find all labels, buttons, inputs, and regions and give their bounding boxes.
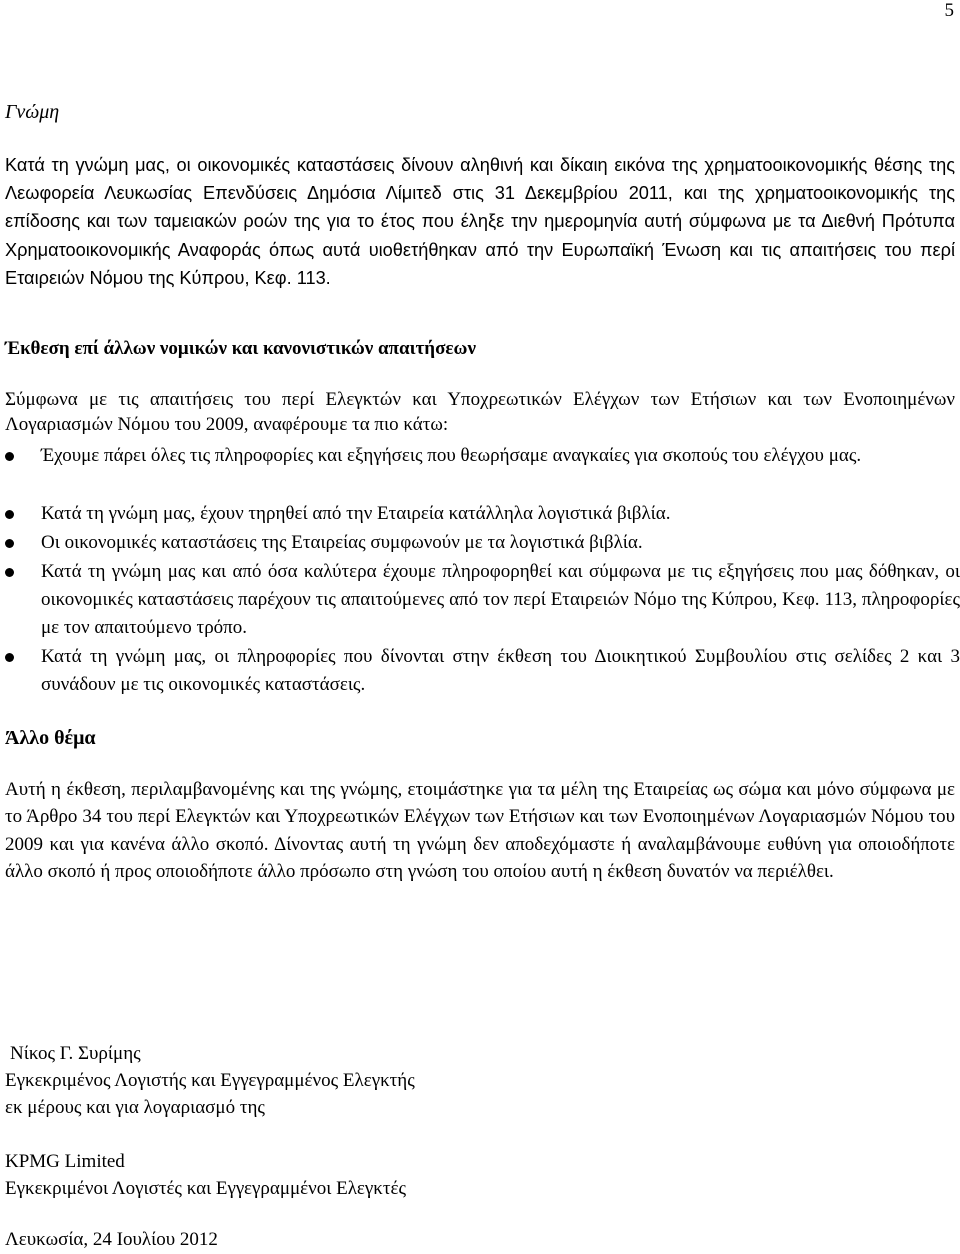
signatory-role: Εγκεκριμένος Λογιστής και Εγγεγραμμένος Ελεγκτής [5, 1070, 415, 1091]
other-requirements-title: Έκθεση επί άλλων νομικών και κανονιστικών απαιτήσεων [5, 338, 476, 359]
list-item-text: Έχουμε πάρει όλες τις πληροφορίες και εξηγήσεις που θεωρήσαμε αναγκαίες για σκοπούς του ελέγχου μας. [41, 445, 862, 466]
page-number: 5 [944, 0, 954, 21]
firm-name: KPMG Limited [5, 1151, 125, 1172]
bullet-icon [5, 568, 14, 577]
list-item-text: Κατά τη γνώμη μας και από όσα καλύτερα έχουμε πληροφορηθεί και σύμφωνα με τις εξηγήσεις που μας δόθηκαν, οι οικονομικές καταστάσεις παρέχουν τις απαιτούμενες από τον περί Εταιρειών Νόμο της Κύπρου, Κεφ. 113, πληροφορίες με τον απαιτούμενο τρόπο. [41, 561, 960, 638]
other-requirements-intro: Σύμφωνα με τις απαιτήσεις του περί Ελεγκτών και Υποχρεωτικών Ελέγχων των Ετήσιων και των Ενοποιημένων Λογαριασμών Νόμου του 2009, αναφέρουμε τα πιο κάτω: [5, 389, 955, 435]
place-date: Λευκωσία, 24 Ιουλίου 2012 [5, 1229, 218, 1250]
list-item [5, 529, 960, 558]
list-item [5, 442, 960, 500]
signatory-name: Νίκος Γ. Συρίμης [10, 1043, 141, 1064]
bullet-icon [5, 653, 14, 662]
list-item [5, 643, 960, 701]
firm-role: Εγκεκριμένοι Λογιστές και Εγγεγραμμένοι Ελεγκτές [5, 1178, 407, 1199]
bullet-icon [5, 452, 14, 461]
opinion-title: Γνώμη [5, 101, 60, 123]
requirements-list [5, 442, 960, 701]
list-item-text: Οι οικονομικές καταστάσεις της Εταιρείας συμφωνούν με τα λογιστικά βιβλία. [41, 532, 643, 553]
other-matter-title: Άλλο θέμα [5, 727, 96, 749]
list-item [5, 500, 960, 529]
opinion-paragraph: Κατά τη γνώμη μας, οι οικονομικές καταστάσεις δίνουν αληθινή και δίκαιη εικόνα της χρηματοοικονομικής θέσης της Λεωφορεία Λευκωσίας Επενδύσεις Δημόσια Λίμιτεδ στις 31 Δεκεμβρίου 2011, και της χρηματοοικονομικής της επίδοσης και των ταμειακών ροών της για το έτος που έληξε την ημερομηνία αυτή σύμφωνα με τα Διεθνή Πρότυπα Χρηματοοικονομικής Αναφοράς όπως αυτά υιοθετήθηκαν από την Ευρωπαϊκή Ένωση και τις απαιτήσεις του περί Εταιρειών Νόμου της Κύπρου, Κεφ. 113. [5, 155, 955, 288]
signatory-on-behalf: εκ μέρους και για λογαριασμό της [5, 1097, 265, 1118]
list-item [5, 558, 960, 643]
bullet-icon [5, 510, 14, 519]
list-item-text: Κατά τη γνώμη μας, έχουν τηρηθεί από την Εταιρεία κατάλληλα λογιστικά βιβλία. [41, 503, 671, 524]
bullet-icon [5, 539, 14, 548]
list-item-text: Κατά τη γνώμη μας, οι πληροφορίες που δίνονται στην έκθεση του Διοικητικού Συμβουλίου στις σελίδες 2 και 3 συνάδουν με τις οικονομικές καταστάσεις. [41, 646, 960, 695]
other-matter-paragraph: Αυτή η έκθεση, περιλαμβανομένης και της γνώμης, ετοιμάστηκε για τα μέλη της Εταιρείας ως σώμα και μόνο σύμφωνα με το Άρθρο 34 του περί Ελεγκτών και Υποχρεωτικών Ελέγχων των Ετήσιων και των Ενοποιημένων Λογαριασμών Νόμου του 2009 και για κανένα άλλο σκοπό. Δίνοντας αυτή τη γνώμη δεν αποδεχόμαστε ή αναλαμβάνουμε ευθύνη για οποιοδήποτε άλλο σκοπό ή προς οποιοδήποτε άλλο πρόσωπο στη γνώση του οποίου αυτή η έκθεση δυνατόν να περιέλθει. [5, 779, 955, 882]
